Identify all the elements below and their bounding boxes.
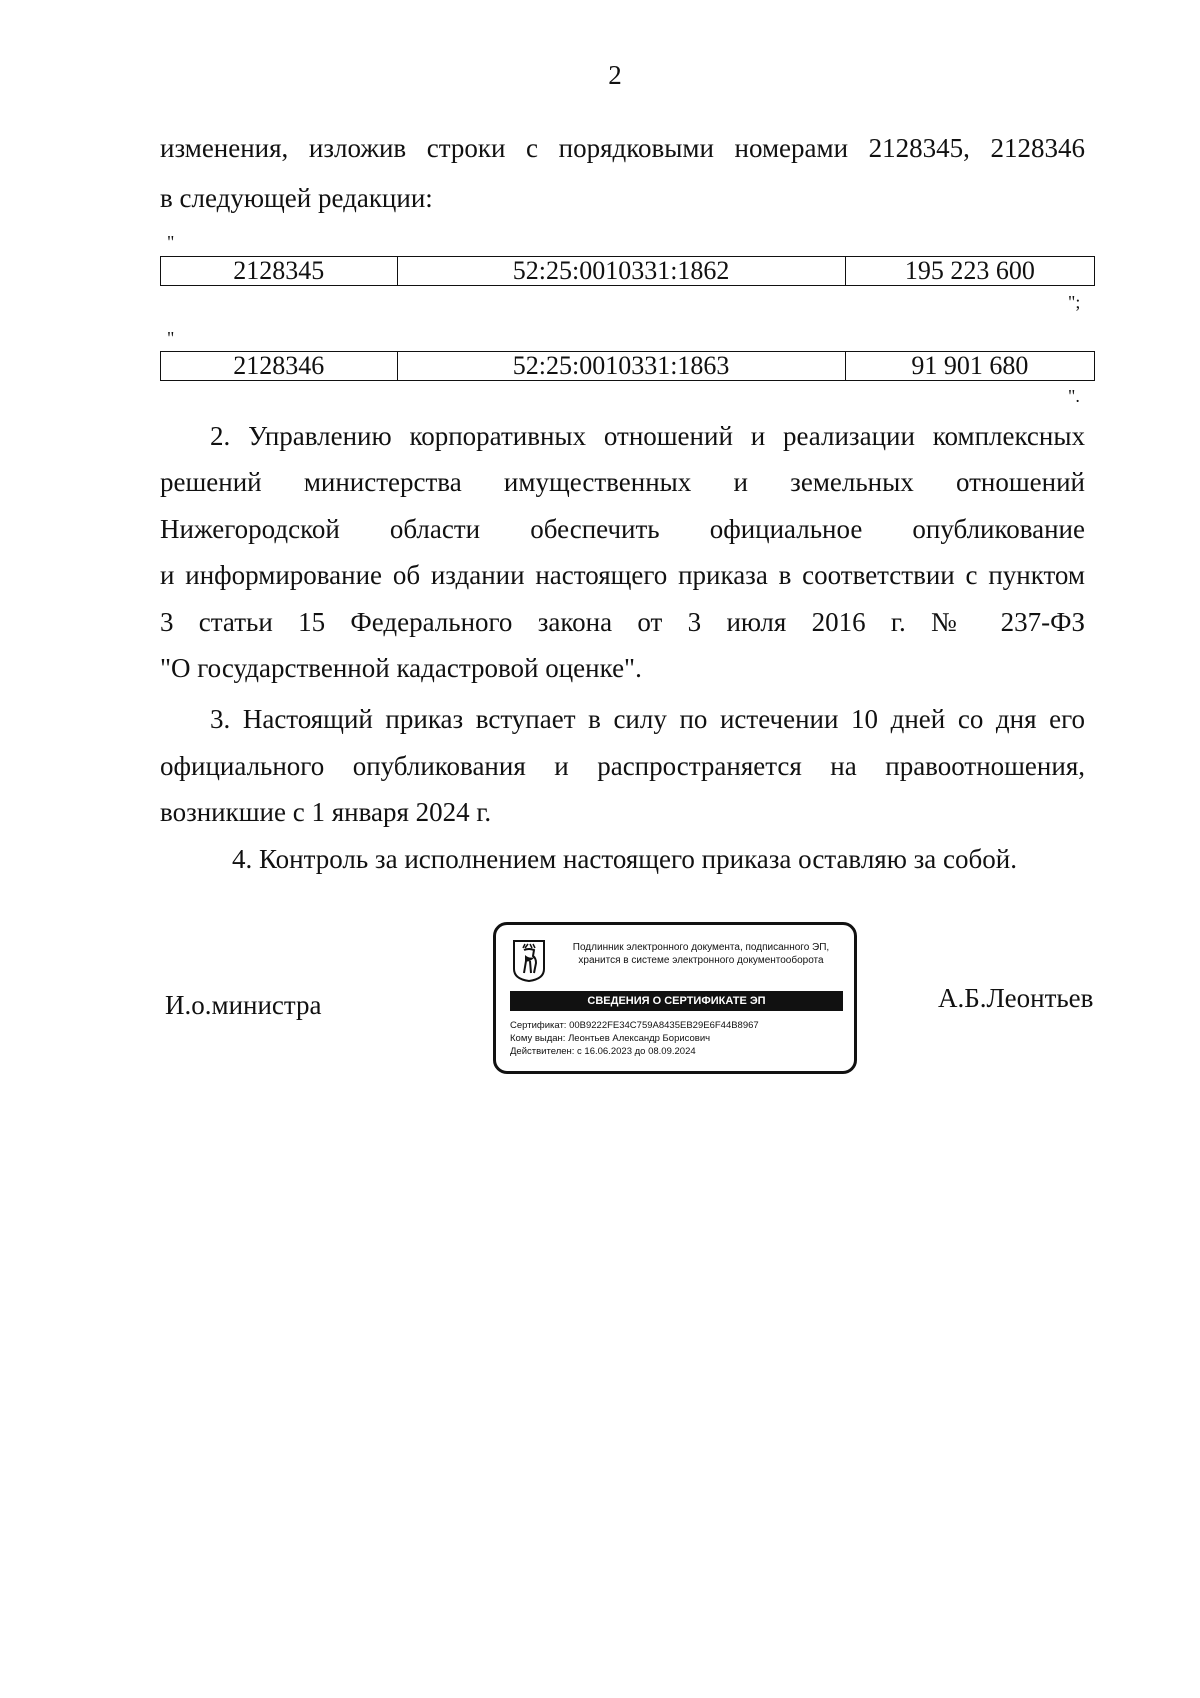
paragraph-2-line-1: 2. Управлению корпоративных отношений и реализации комплексных: [210, 421, 1085, 451]
row-cadastral-number: 52:25:0010331:1862: [397, 257, 845, 286]
quote-open-1: ": [167, 232, 175, 252]
stamp-header-line-1: Подлинник электронного документа, подписанного ЭП,: [572, 942, 830, 953]
stamp-issued-to: Кому выдан: Леонтьев Александр Борисович: [510, 1033, 711, 1044]
stamp-certificate: Сертификат: 00B9222FE34C759A8435EB29E6F44B8967: [510, 1020, 759, 1031]
row-cadastral-number: 52:25:0010331:1863: [397, 352, 845, 381]
page-number: 2: [608, 60, 622, 90]
row-cadastral-value: 195 223 600: [845, 257, 1094, 286]
intro-line-1: изменения, изложив строки с порядковыми номерами 2128345, 2128346: [160, 133, 1085, 163]
paragraph-4: 4. Контроль за исполнением настоящего приказа оставляю за собой.: [232, 844, 1017, 874]
paragraph-3-line-2: официального опубликования и распространяется на правоотношения,: [160, 751, 1085, 781]
row-number: 2128345: [161, 257, 398, 286]
paragraph-3-line-1: 3. Настоящий приказ вступает в силу по истечении 10 дней со дня его: [210, 704, 1085, 734]
paragraph-2-line-2: решений министерства имущественных и земельных отношений: [160, 467, 1085, 497]
signer-title: И.о.министра: [165, 990, 322, 1020]
paragraph-2-line-3: Нижегородской области обеспечить официальное опубликование: [160, 514, 1085, 544]
row-cadastral-value: 91 901 680: [845, 352, 1094, 381]
stamp-header-line-2: хранится в системе электронного документооборота: [578, 955, 824, 966]
stamp-details: [510, 1019, 759, 1058]
e-signature-stamp: [493, 922, 857, 1074]
signer-name: А.Б.Леонтьев: [938, 983, 1094, 1013]
paragraph-3-line-3: возникшие с 1 января 2024 г.: [160, 797, 492, 827]
stamp-header: [556, 941, 846, 967]
quote-open-2: ": [167, 328, 175, 348]
paragraph-2-line-4: и информирование об издании настоящего приказа в соответствии с пунктом: [160, 560, 1085, 590]
quote-close-1: ";: [1068, 292, 1081, 312]
table-row-2: [160, 351, 1095, 381]
paragraph-2-line-6: "О государственной кадастровой оценке".: [160, 653, 642, 683]
table-row-1: [160, 256, 1095, 286]
stamp-valid-period: Действителен: с 16.06.2023 до 08.09.2024: [510, 1046, 696, 1057]
quote-close-2: ".: [1068, 386, 1080, 406]
stamp-title-bar: СВЕДЕНИЯ О СЕРТИФИКАТЕ ЭП: [510, 991, 843, 1011]
row-number: 2128346: [161, 352, 398, 381]
paragraph-2-line-5: 3 статьи 15 Федерального закона от 3 июля 2016 г. № 237-ФЗ: [160, 607, 1085, 637]
deer-emblem-icon: [512, 939, 546, 983]
intro-line-2: в следующей редакции:: [160, 183, 433, 213]
